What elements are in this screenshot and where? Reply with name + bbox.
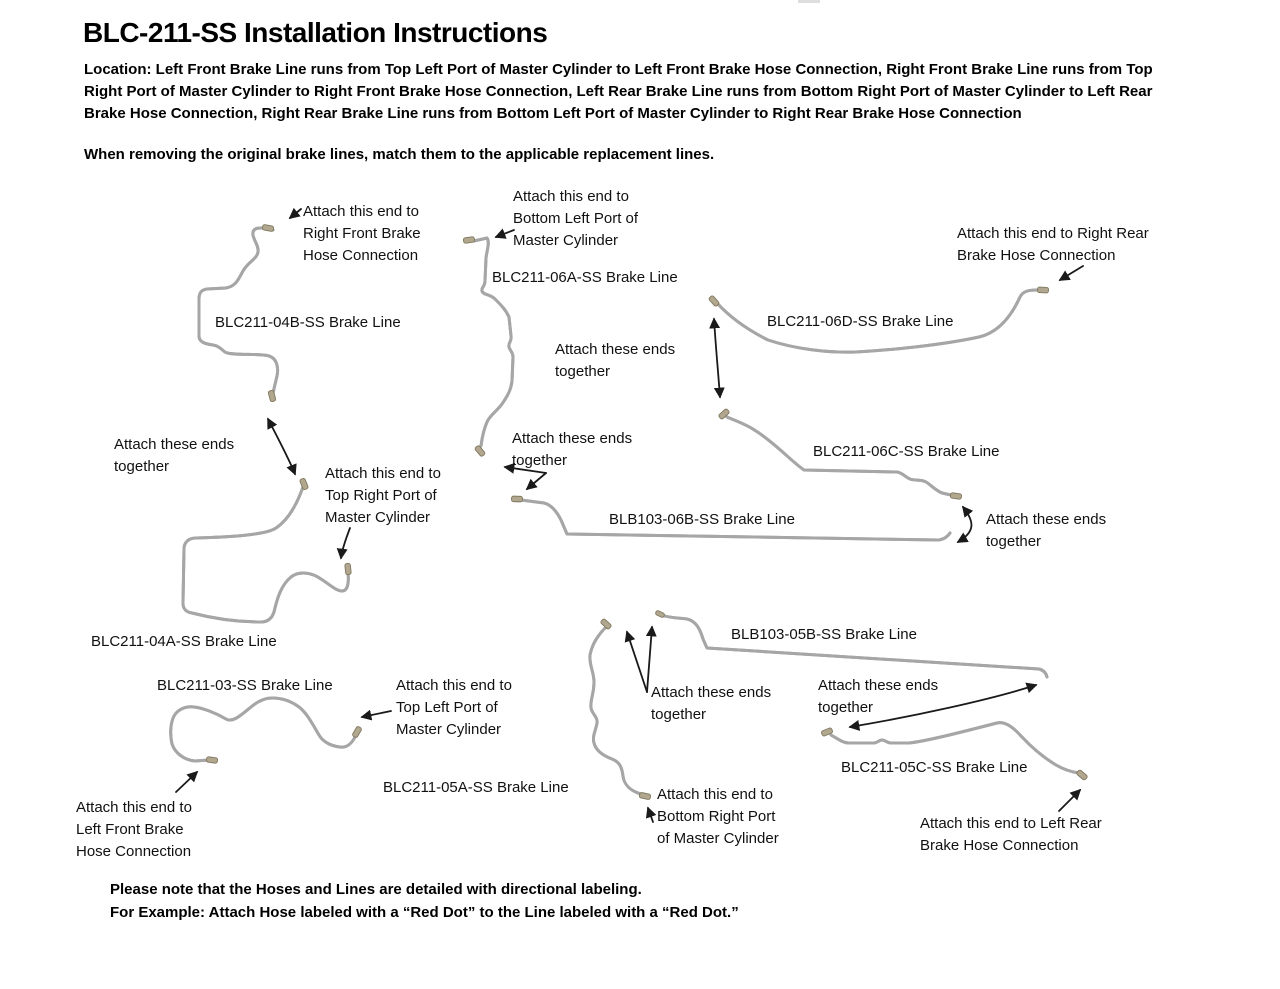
text-line: Hose Connection [76, 843, 192, 860]
arrow-right-front-hose [290, 209, 301, 218]
callout-together-05b-05c [818, 675, 938, 719]
text-line: Left Front Brake [76, 821, 184, 838]
arrow-together-06b-left [527, 473, 546, 489]
fitting [655, 610, 665, 618]
text-line: Master Cylinder [513, 232, 619, 249]
part-label-blc211-06a: BLC211-06A-SS Brake Line [492, 269, 678, 286]
callout-top-left-port [396, 675, 512, 741]
arrow-top-left-port [362, 711, 391, 717]
arrow-together-06d-06c [714, 319, 720, 397]
callout-together-mid-lower [512, 428, 632, 472]
arrow-together-05a [627, 632, 647, 692]
fitting [1037, 287, 1048, 293]
part-label-blb103-05b: BLB103-05B-SS Brake Line [731, 626, 917, 643]
text-line: Master Cylinder [396, 721, 502, 738]
part-label-blc211-06c: BLC211-06C-SS Brake Line [813, 443, 1000, 460]
brake-line-blc211-04a [183, 487, 348, 622]
callout-left-rear-hose [920, 813, 1102, 857]
callout-together-06c-06b [986, 509, 1106, 553]
callout-together-left [114, 434, 234, 478]
text-line: Bottom Right Port [657, 808, 776, 825]
callout-together-mid-upper [555, 339, 675, 383]
text-line: Right Port of Master Cylinder to Right Front Brake Hose Connection, Left Rear Brake Line runs from Bottom Right Port of Master Cylinder to Left Rear [84, 83, 1153, 100]
text-line: Attach these ends [651, 684, 772, 701]
text-line: Attach these ends [114, 436, 235, 453]
fitting [463, 237, 475, 244]
fitting [299, 478, 308, 490]
part-label-blc211-06d: BLC211-06D-SS Brake Line [767, 313, 954, 330]
text-line: Bottom Left Port of [513, 210, 639, 227]
text-line: Brake Hose Connection [957, 247, 1116, 264]
callout-bottom-right-port [657, 784, 779, 850]
text-line: Master Cylinder [325, 509, 431, 526]
arrow-left-front-hose [176, 772, 197, 792]
text-line: Please note that the Hoses and Lines are detailed with directional labeling. [110, 881, 642, 898]
text-line: Attach these ends [555, 341, 676, 358]
arrow-right-rear-hose [1060, 266, 1083, 280]
text-line: Location: Left Front Brake Line runs from Top Left Port of Master Cylinder to Left Front Brake Hose Connection, Right Front Brake Line runs from Top [84, 61, 1153, 78]
fitting [1076, 769, 1088, 780]
removal-note: When removing the original brake lines, match them to the applicable replacement lines. [84, 146, 715, 163]
text-line: together [555, 363, 611, 380]
fitting [206, 757, 218, 764]
callout-left-front-hose [76, 797, 192, 863]
text-line: For Example: Attach Hose labeled with a “Red Dot” to the Line labeled with a “Red Dot.” [110, 904, 739, 921]
page-title: BLC-211-SS Installation Instructions [83, 17, 548, 48]
fitting [708, 295, 719, 307]
fitting [345, 563, 352, 575]
text-line: Attach this end to Right Rear [957, 225, 1149, 242]
fitting [950, 493, 962, 500]
text-line: Attach this end to [325, 465, 441, 482]
text-line: together [986, 533, 1042, 550]
fitting [474, 445, 485, 457]
arrow-left-rear-hose [1059, 790, 1080, 811]
fitting [352, 726, 362, 738]
brake-line-blc211-04b [199, 228, 278, 393]
fitting [639, 792, 651, 800]
text-line: Top Left Port of [396, 699, 498, 716]
fitting [268, 390, 276, 402]
text-line: Attach these ends [818, 677, 939, 694]
text-line: Attach this end to [657, 786, 773, 803]
part-label-blb103-06b: BLB103-06B-SS Brake Line [609, 511, 795, 528]
text-line: Brake Hose Connection, Right Rear Brake Line runs from Bottom Left Port of Master Cylinder to Right Rear Brake Hose Connection [84, 105, 1022, 122]
directional-labeling-note [110, 878, 739, 924]
part-label-blc211-05a: BLC211-05A-SS Brake Line [383, 779, 569, 796]
callout-right-rear-hose [957, 223, 1149, 267]
part-label-blc211-04b: BLC211-04B-SS Brake Line [215, 314, 401, 331]
arrow-together-06c-06b [958, 507, 971, 542]
arrow-top-right-port [341, 528, 350, 558]
text-line: Hose Connection [303, 247, 419, 264]
text-line: Right Front Brake [303, 225, 421, 242]
callout-together-05a-05b [651, 682, 771, 726]
text-line: together [818, 699, 874, 716]
arrow-bottom-right-port [648, 808, 653, 822]
fitting [262, 224, 274, 231]
text-line: Top Right Port of [325, 487, 437, 504]
text-line: together [512, 452, 568, 469]
callout-right-front-hose [303, 201, 421, 267]
text-line: Attach this end to [396, 677, 512, 694]
fitting [600, 618, 612, 629]
part-label-blc211-04a: BLC211-04A-SS Brake Line [91, 633, 277, 650]
fitting [511, 496, 522, 502]
scan-artifact [798, 0, 820, 3]
text-line: Attach these ends [512, 430, 633, 447]
text-line: together [114, 458, 170, 475]
text-line: Brake Hose Connection [920, 837, 1079, 854]
callout-top-right-port [325, 463, 441, 529]
part-label-blc211-05c: BLC211-05C-SS Brake Line [841, 759, 1028, 776]
text-line: Attach this end to Left Rear [920, 815, 1102, 832]
text-line: Attach this end to [76, 799, 192, 816]
text-line: Attach these ends [986, 511, 1107, 528]
arrow-bottom-left-port [496, 230, 514, 237]
text-line: Attach this end to [513, 188, 629, 205]
callout-bottom-left-port [513, 186, 638, 252]
arrow-together-04b-04a [268, 419, 295, 474]
text-line: together [651, 706, 707, 723]
text-line: of Master Cylinder [657, 830, 779, 847]
part-label-blc211-03: BLC211-03-SS Brake Line [157, 677, 333, 694]
text-line: Attach this end to [303, 203, 419, 220]
location-paragraph [84, 59, 1153, 125]
